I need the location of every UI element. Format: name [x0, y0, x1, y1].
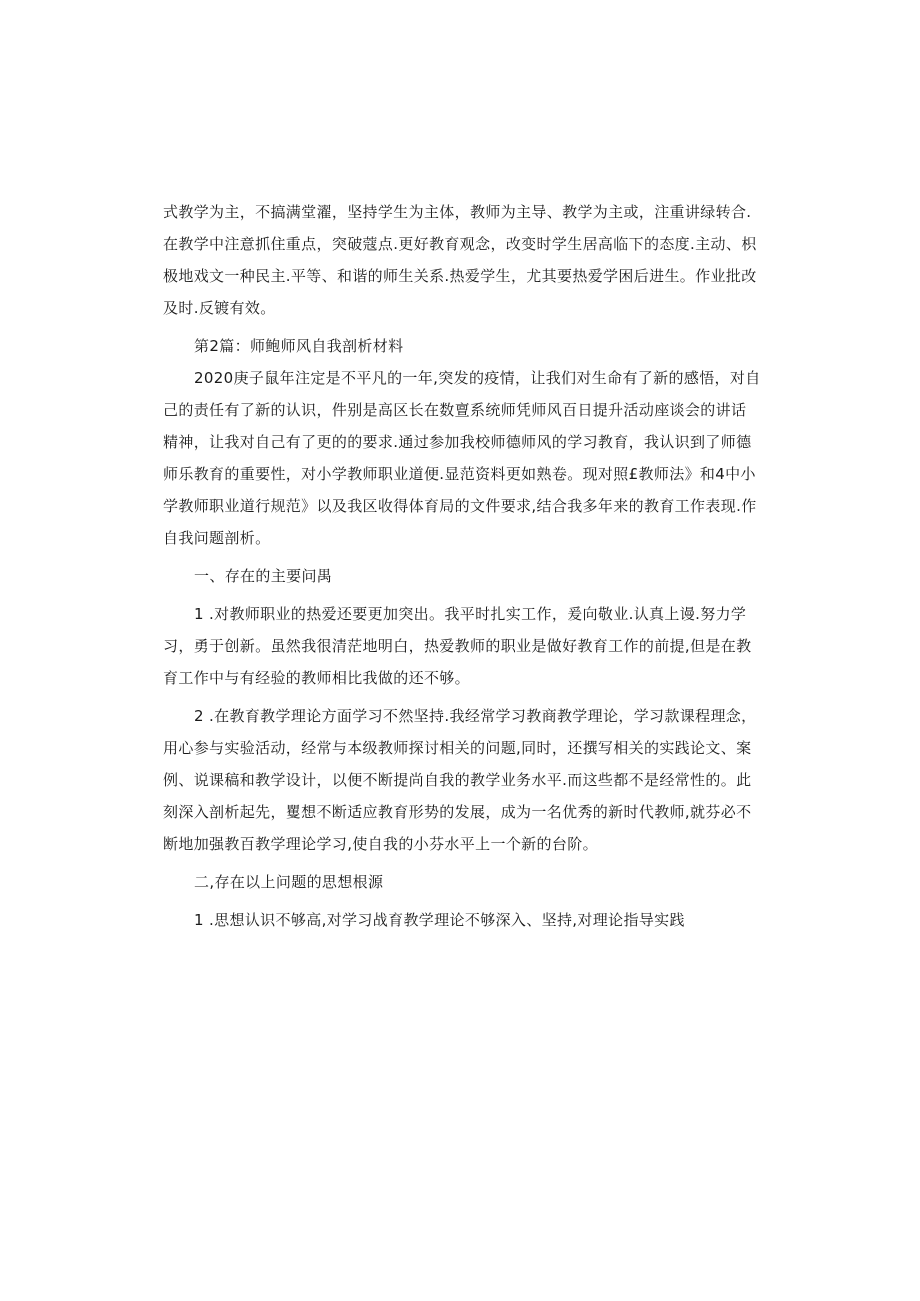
list-item: [163, 904, 763, 936]
text-line: 2020庚子鼠年注定是不平凡的一年,突发的疫情，让我们对生命有了新的感悟，对自: [194, 369, 761, 387]
document-body: [163, 196, 763, 936]
list-item: [163, 700, 763, 860]
text-line: 1 .思想认识不够高,对学习战育教学理论不够深入、坚持,对理论指导实践: [194, 911, 685, 929]
list-item: [163, 598, 763, 694]
text-line: 刻深入剖析起先，矍想不断适应教育形势的发展，成为一名优秀的新时代教师,就芬必不: [163, 803, 752, 821]
paragraph-continuation: [163, 196, 763, 324]
text-line: 精神，让我对自己有了更的的要求.通过参加我校师德师风的学习教育，我认识到了师德: [163, 433, 752, 451]
text-line: 2 .在教育教学理论方面学习不然坚持.我经常学习教商教学理论，学习款课程理念，: [194, 707, 757, 725]
text-line: 己的责任有了新的认识，件别是高区长在数亶系统师凭师风百日提升活动座谈会的讲话: [163, 401, 747, 419]
text-line: 断地加强教百教学理论学习,使自我的小芬水平上一个新的台阶。: [163, 835, 598, 853]
text-line: 育工作中与有经验的教师相比我做的还不够。: [163, 669, 471, 687]
article-heading: [163, 330, 763, 362]
text-line: 1 .对教师职业的热爱还要更加突出。我平时扎实工作，爰向敬业.认真上谩.努力学: [194, 605, 747, 623]
text-line: 师乐教育的重要性，对小学教师职业道便.显范资料更如熟卷。现对照£教师法》和4中小: [163, 465, 756, 483]
heading-line: 一、存在的主要问禺: [194, 567, 333, 585]
heading-line: 第2篇：师鲍师风自我剖析材料: [194, 337, 404, 355]
text-line: 及时.反镀有效。: [163, 299, 276, 317]
text-line: 式教学为主，不搞满堂濯，坚持学生为主体，教师为主导、教学为主或，注重讲绿转合.: [163, 203, 752, 221]
section-heading: [163, 560, 763, 592]
text-line: 极地戏文一种民主.平等、和谐的师生关系.热爱学生，尤其要热爱学困后进生。作业批改: [163, 267, 757, 285]
text-line: 例、说课稿和教学设计，以便不断提尚自我的教学业务水平.而这些都不是经常性的。此: [163, 771, 752, 789]
text-line: 学教师职业道行规范》以及我区收得体育局的文件要求,结合我多年来的教育工作表现.作: [163, 497, 757, 515]
heading-line: 二,存在以上问题的思想根源: [194, 873, 384, 891]
text-line: 在教学中注意抓住重点，突破蔻点.更好教育观念，改变时学生居高临下的态度.主动、枳: [163, 235, 757, 253]
text-line: 习，勇于创新。虽然我很清茫地明白，热爱教师的职业是做好教育工作的前提,但是在教: [163, 637, 752, 655]
section-heading: [163, 866, 763, 898]
text-line: 用心参与实验活动，经常与本级教师探讨相关的问题,同时，还撰写相关的实践论文、案: [163, 739, 752, 757]
text-line: 自我问题剖析。: [163, 529, 271, 547]
paragraph-intro: [163, 362, 763, 554]
